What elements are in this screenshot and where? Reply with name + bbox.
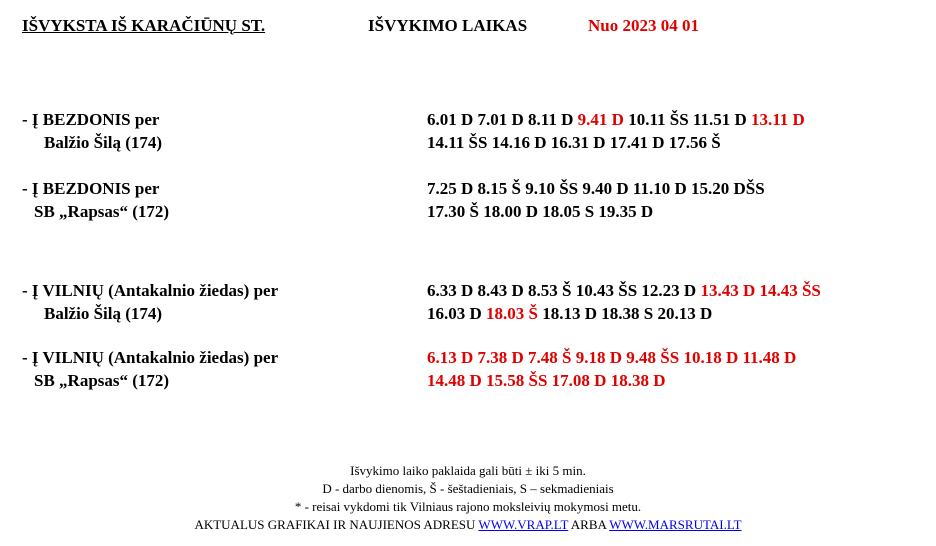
route-via: Balžio Šilą (174): [44, 304, 163, 323]
route-label: [22, 346, 278, 392]
footer-notes: [0, 462, 936, 534]
footer-links-mid: ARBA: [568, 517, 610, 532]
departure-times: 14.11 ŠS 14.16 D 16.31 D 17.41 D 17.56 Š: [427, 133, 721, 152]
times-line: [427, 302, 821, 325]
departure-times-highlighted: 13.11 D: [751, 110, 805, 129]
route-times: [427, 279, 821, 325]
departure-times: 18.13 D 18.38 S 20.13 D: [538, 304, 713, 323]
departure-times: 6.01 D 7.01 D 8.11 D: [427, 110, 578, 129]
marsrutai-link[interactable]: WWW.MARSRUTAI.LT: [609, 517, 742, 532]
route-via: SB „Rapsas“ (172): [34, 202, 170, 221]
times-line: [427, 177, 765, 200]
departure-times-highlighted: 13.43 D 14.43 ŠS: [700, 281, 821, 300]
route-destination: - Į VILNIŲ (Antakalnio žiedas) per: [22, 281, 279, 300]
route-destination: - Į BEZDONIS per: [22, 110, 160, 129]
times-line: [427, 279, 821, 302]
departure-times: 7.25 D 8.15 Š 9.10 ŠS 9.40 D 11.10 D 15.20 DŠS: [427, 179, 765, 198]
route-times: [427, 177, 765, 223]
departure-times-highlighted: 6.13 D 7.38 D 7.48 Š 9.18 D 9.48 ŠS 10.18 D 11.48 D: [427, 348, 797, 367]
footer-tolerance-note: Išvykimo laiko paklaida gali būti ± iki 5 min.: [350, 463, 586, 478]
departure-times-highlighted: 14.48 D 15.58 ŠS 17.08 D 18.38 D: [427, 371, 666, 390]
route-destination: - Į VILNIŲ (Antakalnio žiedas) per: [22, 348, 279, 367]
departure-times: 17.30 Š 18.00 D 18.05 S 19.35 D: [427, 202, 654, 221]
route-label: [22, 279, 278, 325]
departure-times-highlighted: 9.41 D: [577, 110, 624, 129]
footer-legend: D - darbo dienomis, Š - šeštadieniais, S – sekmadieniais: [322, 481, 614, 496]
times-line: [427, 346, 796, 369]
times-line: [427, 369, 796, 392]
footer-links-line: [0, 516, 936, 534]
departure-times: 6.33 D 8.43 D 8.53 Š 10.43 ŠS 12.23 D: [427, 281, 701, 300]
departure-times: 10.11 ŠS 11.51 D: [623, 110, 751, 129]
departure-times-highlighted: 18.03 Š: [486, 304, 538, 323]
times-line: [427, 131, 805, 154]
route-times: [427, 108, 805, 154]
route-times: [427, 346, 796, 392]
header-station: IŠVYKSTA IŠ KARAČIŪNŲ ST.: [22, 16, 266, 35]
times-line: [427, 200, 765, 223]
route-via: SB „Rapsas“ (172): [34, 371, 170, 390]
footer-asterisk-note: * - reisai vykdomi tik Vilniaus rajono moksleivių mokymosi metu.: [294, 499, 642, 514]
route-via: Balžio Šilą (174): [44, 133, 163, 152]
departure-times: 16.03 D: [427, 304, 487, 323]
route-label: [22, 177, 169, 223]
header-time-label: IŠVYKIMO LAIKAS: [368, 16, 528, 35]
route-destination: - Į BEZDONIS per: [22, 179, 160, 198]
times-line: [427, 108, 805, 131]
vrap-link[interactable]: WWW.VRAP.LT: [478, 517, 569, 532]
route-label: [22, 108, 162, 154]
header-valid-from: Nuo 2023 04 01: [588, 16, 699, 35]
footer-links-prefix: AKTUALUS GRAFIKAI IR NAUJIENOS ADRESU: [194, 517, 479, 532]
